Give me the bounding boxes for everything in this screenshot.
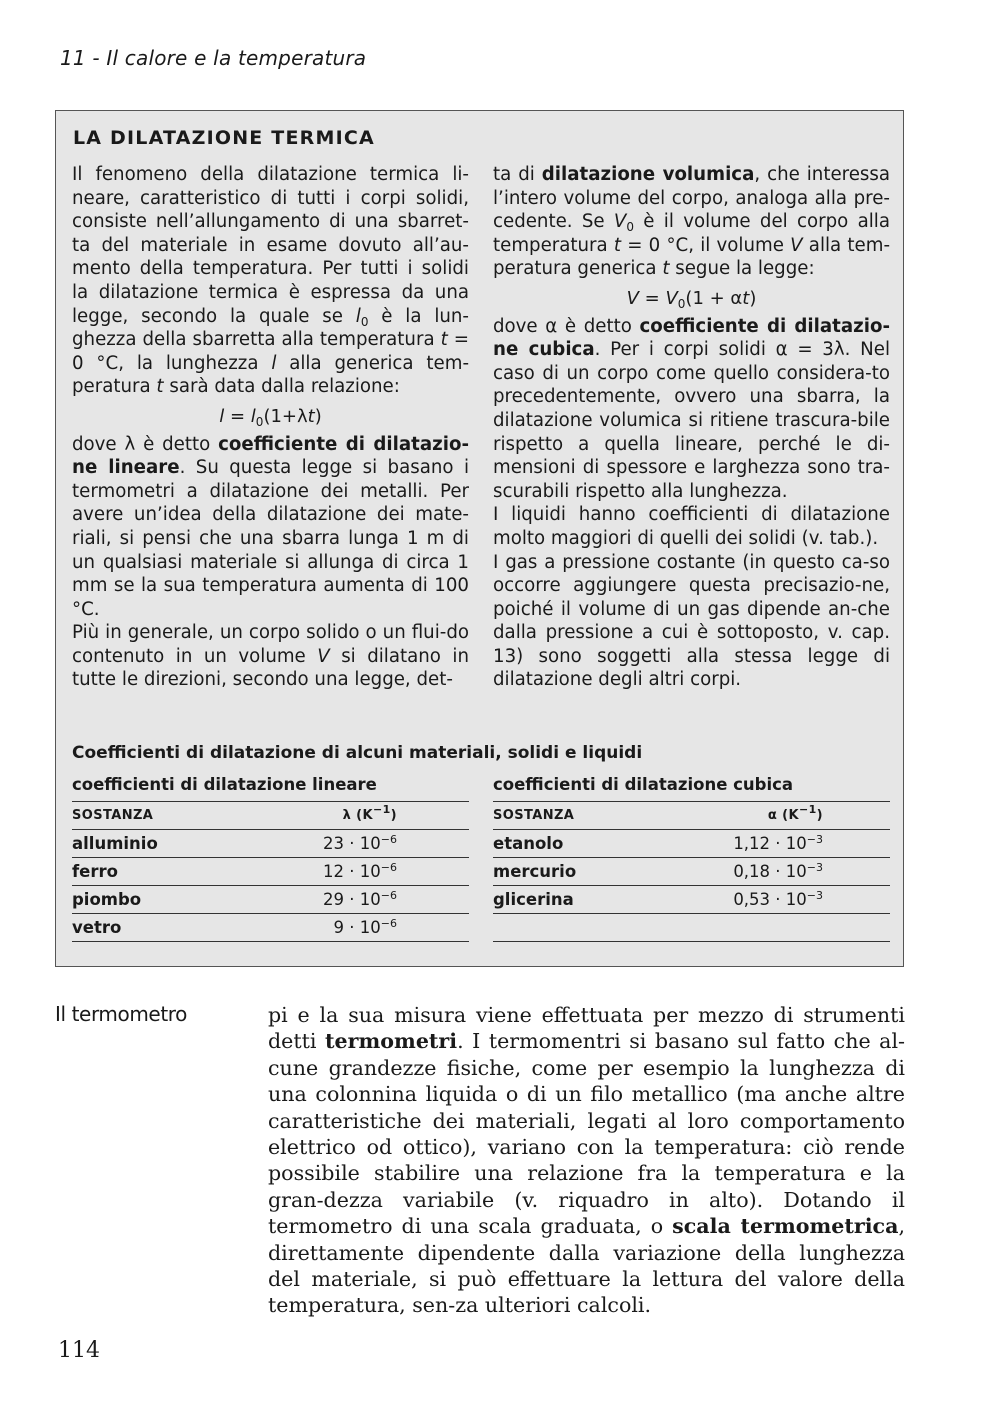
running-head: 11 - Il calore e la temperatura — [60, 46, 367, 70]
column-header-substance: SOSTANZA — [493, 808, 575, 823]
table-row — [72, 857, 469, 885]
table-row — [493, 885, 890, 913]
substance-cell: piombo — [72, 890, 142, 909]
value-cell: $0,53 \cdot 10^{-3}$ — [733, 889, 823, 909]
box-right-column — [493, 163, 890, 692]
body-paragraph: pi e la sua misura viene effettuata per mezzo di strumenti detti termometri. I termomentri si basano sul fatto che al-cune grandezze fisiche, come per esempio la lunghezza di una colonnina liquida o di un filo metallico (ma anche altre caratteristiche dei materiali, legati al loro comportamento elettrico od ottico), variano con la temperatura: ciò rende possibile stabilire una relazione fra la temperatura e la gran-dezza variabile (v. riquadro in alto). Dotando il termometro di una scala graduata, o scala termometrica, direttamente dipendente dalla variazione della lunghezza del materiale, si può effettuare la lettura del valore della temperatura, sen-za ulteriori calcoli. — [268, 1003, 905, 1318]
table-row — [493, 829, 890, 857]
margin-note: Il termometro — [55, 1002, 187, 1026]
column-header-alpha: α $(K^{-1})$ — [767, 803, 823, 823]
table-title: Coefficienti di dilatazione di alcuni materiali, solidi e liquidi — [72, 743, 643, 763]
substance-cell: ferro — [72, 862, 118, 881]
value-cell: $29 \cdot 10^{-6}$ — [323, 889, 397, 909]
paragraph: dove λ è detto coefficiente di dilatazio-ne lineare. Su questa legge si basano i termometri a dilatazione dei metalli. Per avere un’idea della dilatazione dei mate-riali, si pensi che una sbarra lunga 1 m di un qualsiasi materiale si allunga di circa 1 mm se la sua temperatura aumenta di 100 °C. — [72, 433, 470, 620]
linear-coefficients-table — [72, 774, 469, 942]
table-row — [72, 913, 469, 942]
box-left-column — [72, 163, 469, 692]
page-number: 114 — [58, 1338, 100, 1363]
table-header-row — [493, 801, 890, 829]
paragraph: I liquidi hanno coefficienti di dilatazione molto maggiori di quelli dei solidi (v. tab.). — [493, 504, 890, 549]
table-row — [72, 829, 469, 857]
paragraph: dove α è detto coefficiente di dilatazio-ne cubica. Per i corpi solidi α = 3λ. Nel caso di un corpo come quello considera-to precedentemente, ovvero una sbarra, la dilatazione volumica si ritiene trascura-bile rispetto a quella lineare, perché le di-mensioni di spessore e larghezza sono tra-scurabili rispetto alla lunghezza. — [493, 315, 890, 502]
paragraph: Più in generale, un corpo solido o un flui-do contenuto in un volume V si dilatano in tutte le direzioni, secondo una legge, det- — [72, 622, 469, 691]
column-header-substance: SOSTANZA — [72, 808, 154, 823]
value-cell: $12 \cdot 10^{-6}$ — [323, 861, 397, 881]
column-header-lambda: λ $(K^{-1})$ — [342, 803, 397, 823]
formula-cubic: $V = V_0(1 + \alpha t)$ — [626, 287, 757, 311]
cubic-coefficients-table — [493, 774, 890, 942]
paragraph: Il fenomeno della dilatazione termica li-neare, caratteristico di tutti i corpi solidi, consiste nell’allungamento di una sbarret-ta del materiale in esame dovuto all’au-mento della temperatura. Per tutti i solidi la dilatazione termica è espressa da una legge, secondo la quale se $l_0$ è la lun-ghezza della sbarretta alla temperatura t = 0 °C, la lunghezza l alla generica tem-peratura t sarà data dalla relazione: — [72, 164, 470, 398]
table-row-empty — [493, 913, 890, 942]
paragraph: ta di dilatazione volumica, che interessa l’intero volume del corpo, analoga alla pre-cedente. Se $V_0$ è il volume del corpo alla temperatura t = 0 °C, il volume V alla tem-peratura generica t segue la legge: — [493, 164, 891, 280]
info-box-thermal-expansion — [55, 110, 904, 967]
table-header-row — [72, 801, 469, 829]
substance-cell: alluminio — [72, 834, 158, 853]
substance-cell: mercurio — [493, 862, 577, 881]
value-cell: $1,12 \cdot 10^{-3}$ — [733, 833, 823, 853]
paragraph: I gas a pressione costante (in questo ca-so occorre aggiungere questa precisazio-ne, poiché il volume di un gas dipende an-che dalla pressione a cui è sottoposto, v. cap. 13) sono soggetti alla stessa legge di dilatazione degli altri corpi. — [493, 551, 890, 691]
substance-cell: vetro — [72, 918, 122, 937]
table-caption: coefficienti di dilatazione cubica — [493, 775, 794, 794]
formula-linear: $l = l_0(1+\lambda t)$ — [219, 405, 322, 429]
substance-cell: glicerina — [493, 890, 574, 909]
table-caption: coefficienti di dilatazione lineare — [72, 775, 377, 794]
table-row — [72, 885, 469, 913]
value-cell: $0,18 \cdot 10^{-3}$ — [733, 861, 823, 881]
table-row — [493, 857, 890, 885]
value-cell: $23 \cdot 10^{-6}$ — [323, 833, 397, 853]
substance-cell: etanolo — [493, 834, 564, 853]
box-title: LA DILATAZIONE TERMICA — [73, 127, 375, 149]
value-cell: $9 \cdot 10^{-6}$ — [333, 917, 397, 937]
